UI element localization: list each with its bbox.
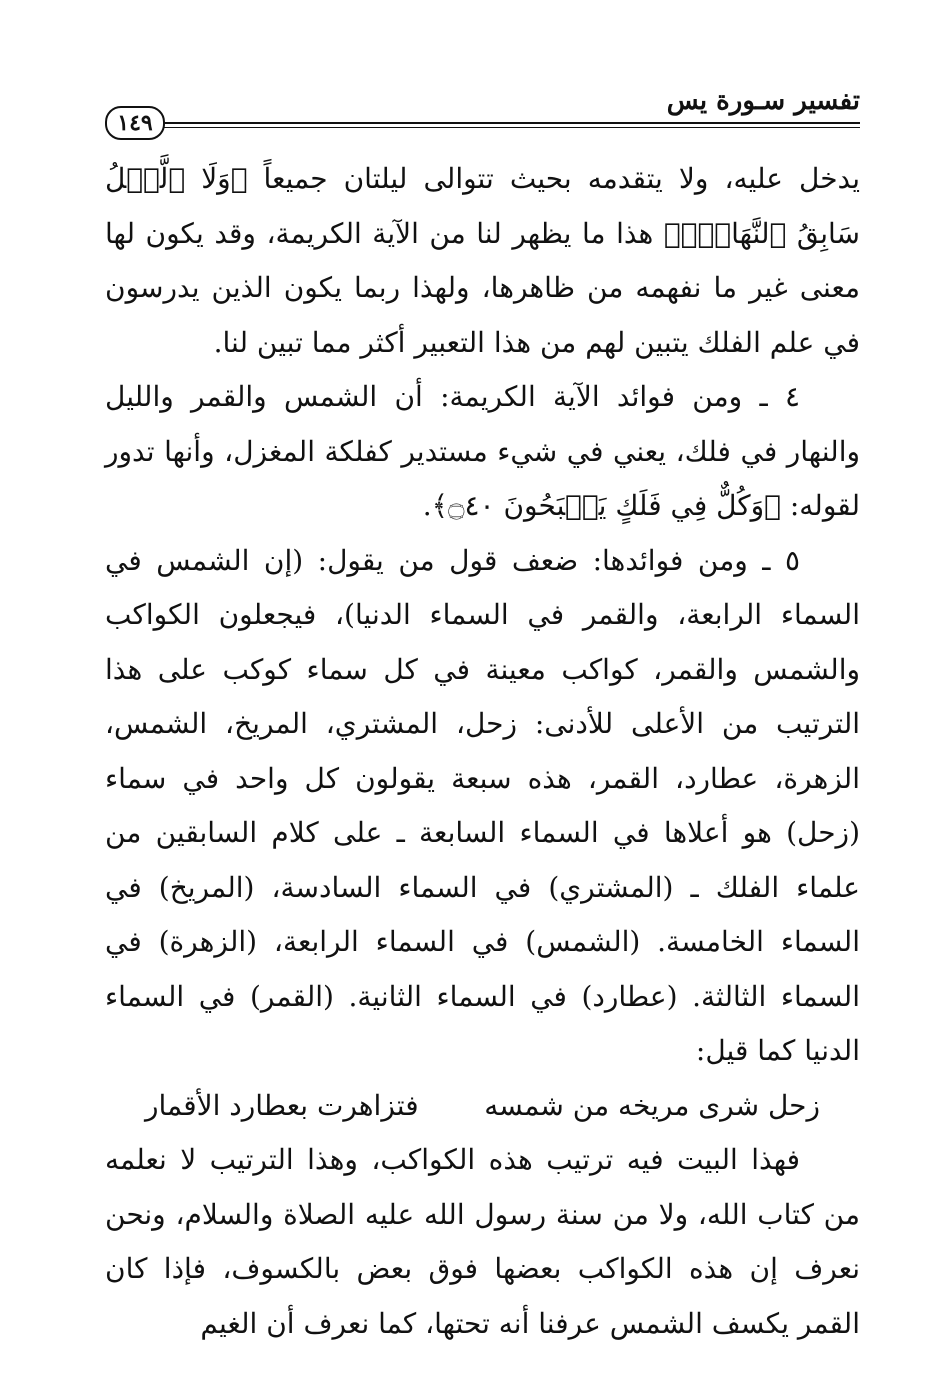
verse-first-hemistich: زحل شرى مريخه من شمسه [484,1088,820,1122]
header-rule [153,122,860,124]
header-rule-thin [153,127,860,128]
paragraph-intro: يدخل عليه، ولا يتقدمه بحيث تتوالى ليلتان جميعاً ﴿وَلَا ٱلَّيۡلُ سَابِقُ ٱلنَّهَارِۚ﴾ هذا ما يظهر لنا من الآية الكريمة، وقد يكون لها معنى غير ما نفهمه من ظاهرها، ولهذا ربما يكون الذين يدرسون في علم الفلك يتبين لهم من هذا التعبير أكثر مما تبين لنا. [105,162,860,359]
paragraph-point-4: ٤ ـ ومن فوائد الآية الكريمة: أن الشمس والقمر والليل والنهار في فلك، يعني في شيء مستدير كفلكة المغزل، وأنها تدور لقوله: ﴿وَكُلٌّ فِي فَلَكٍ يَسۡبَحُونَ ۝٤٠﴾. [105,380,860,522]
body-text [105,152,860,1351]
running-title: تفسير سـورة يس [666,86,860,116]
page-header [105,86,860,146]
paragraph-point-5: ٥ ـ ومن فوائدها: ضعف قول من يقول: (إن الشمس في السماء الرابعة، والقمر في السماء الدنيا)، فيجعلون الكواكب والشمس والقمر، كواكب معينة في كل سماء كوكب على هذا الترتيب من الأعلى للأدنى: زحل، المشتري، المريخ، الشمس، الزهرة، عطارد، القمر، هذه سبعة يقولون كل واحد في سماء (زحل) هو أعلاها في السماء السابعة ـ على كلام السابقين من علماء الفلك ـ (المشتري) في السماء السادسة، (المريخ) في السماء الخامسة. (الشمس) في السماء الرابعة، (الزهرة) في السماء الثالثة. (عطارد) في السماء الثانية. (القمر) في السماء الدنيا كما قيل: [105,543,860,1067]
paragraph-closing: فهذا البيت فيه ترتيب هذه الكواكب، وهذا الترتيب لا نعلمه من كتاب الله، ولا من سنة رسول الله عليه الصلاة والسلام، ونحن نعرف إن هذه الكواكب بعضها فوق بعض بالكسوف، فإذا كان القمر يكسف الشمس عرفنا أنه تحتها، كما نعرف أن الغيم [105,1143,860,1340]
poetry-verse [105,1079,860,1134]
verse-second-hemistich: فتزاهرت بعطارد الأقمار [145,1088,419,1122]
page-number: ١٤٩ [105,106,165,140]
